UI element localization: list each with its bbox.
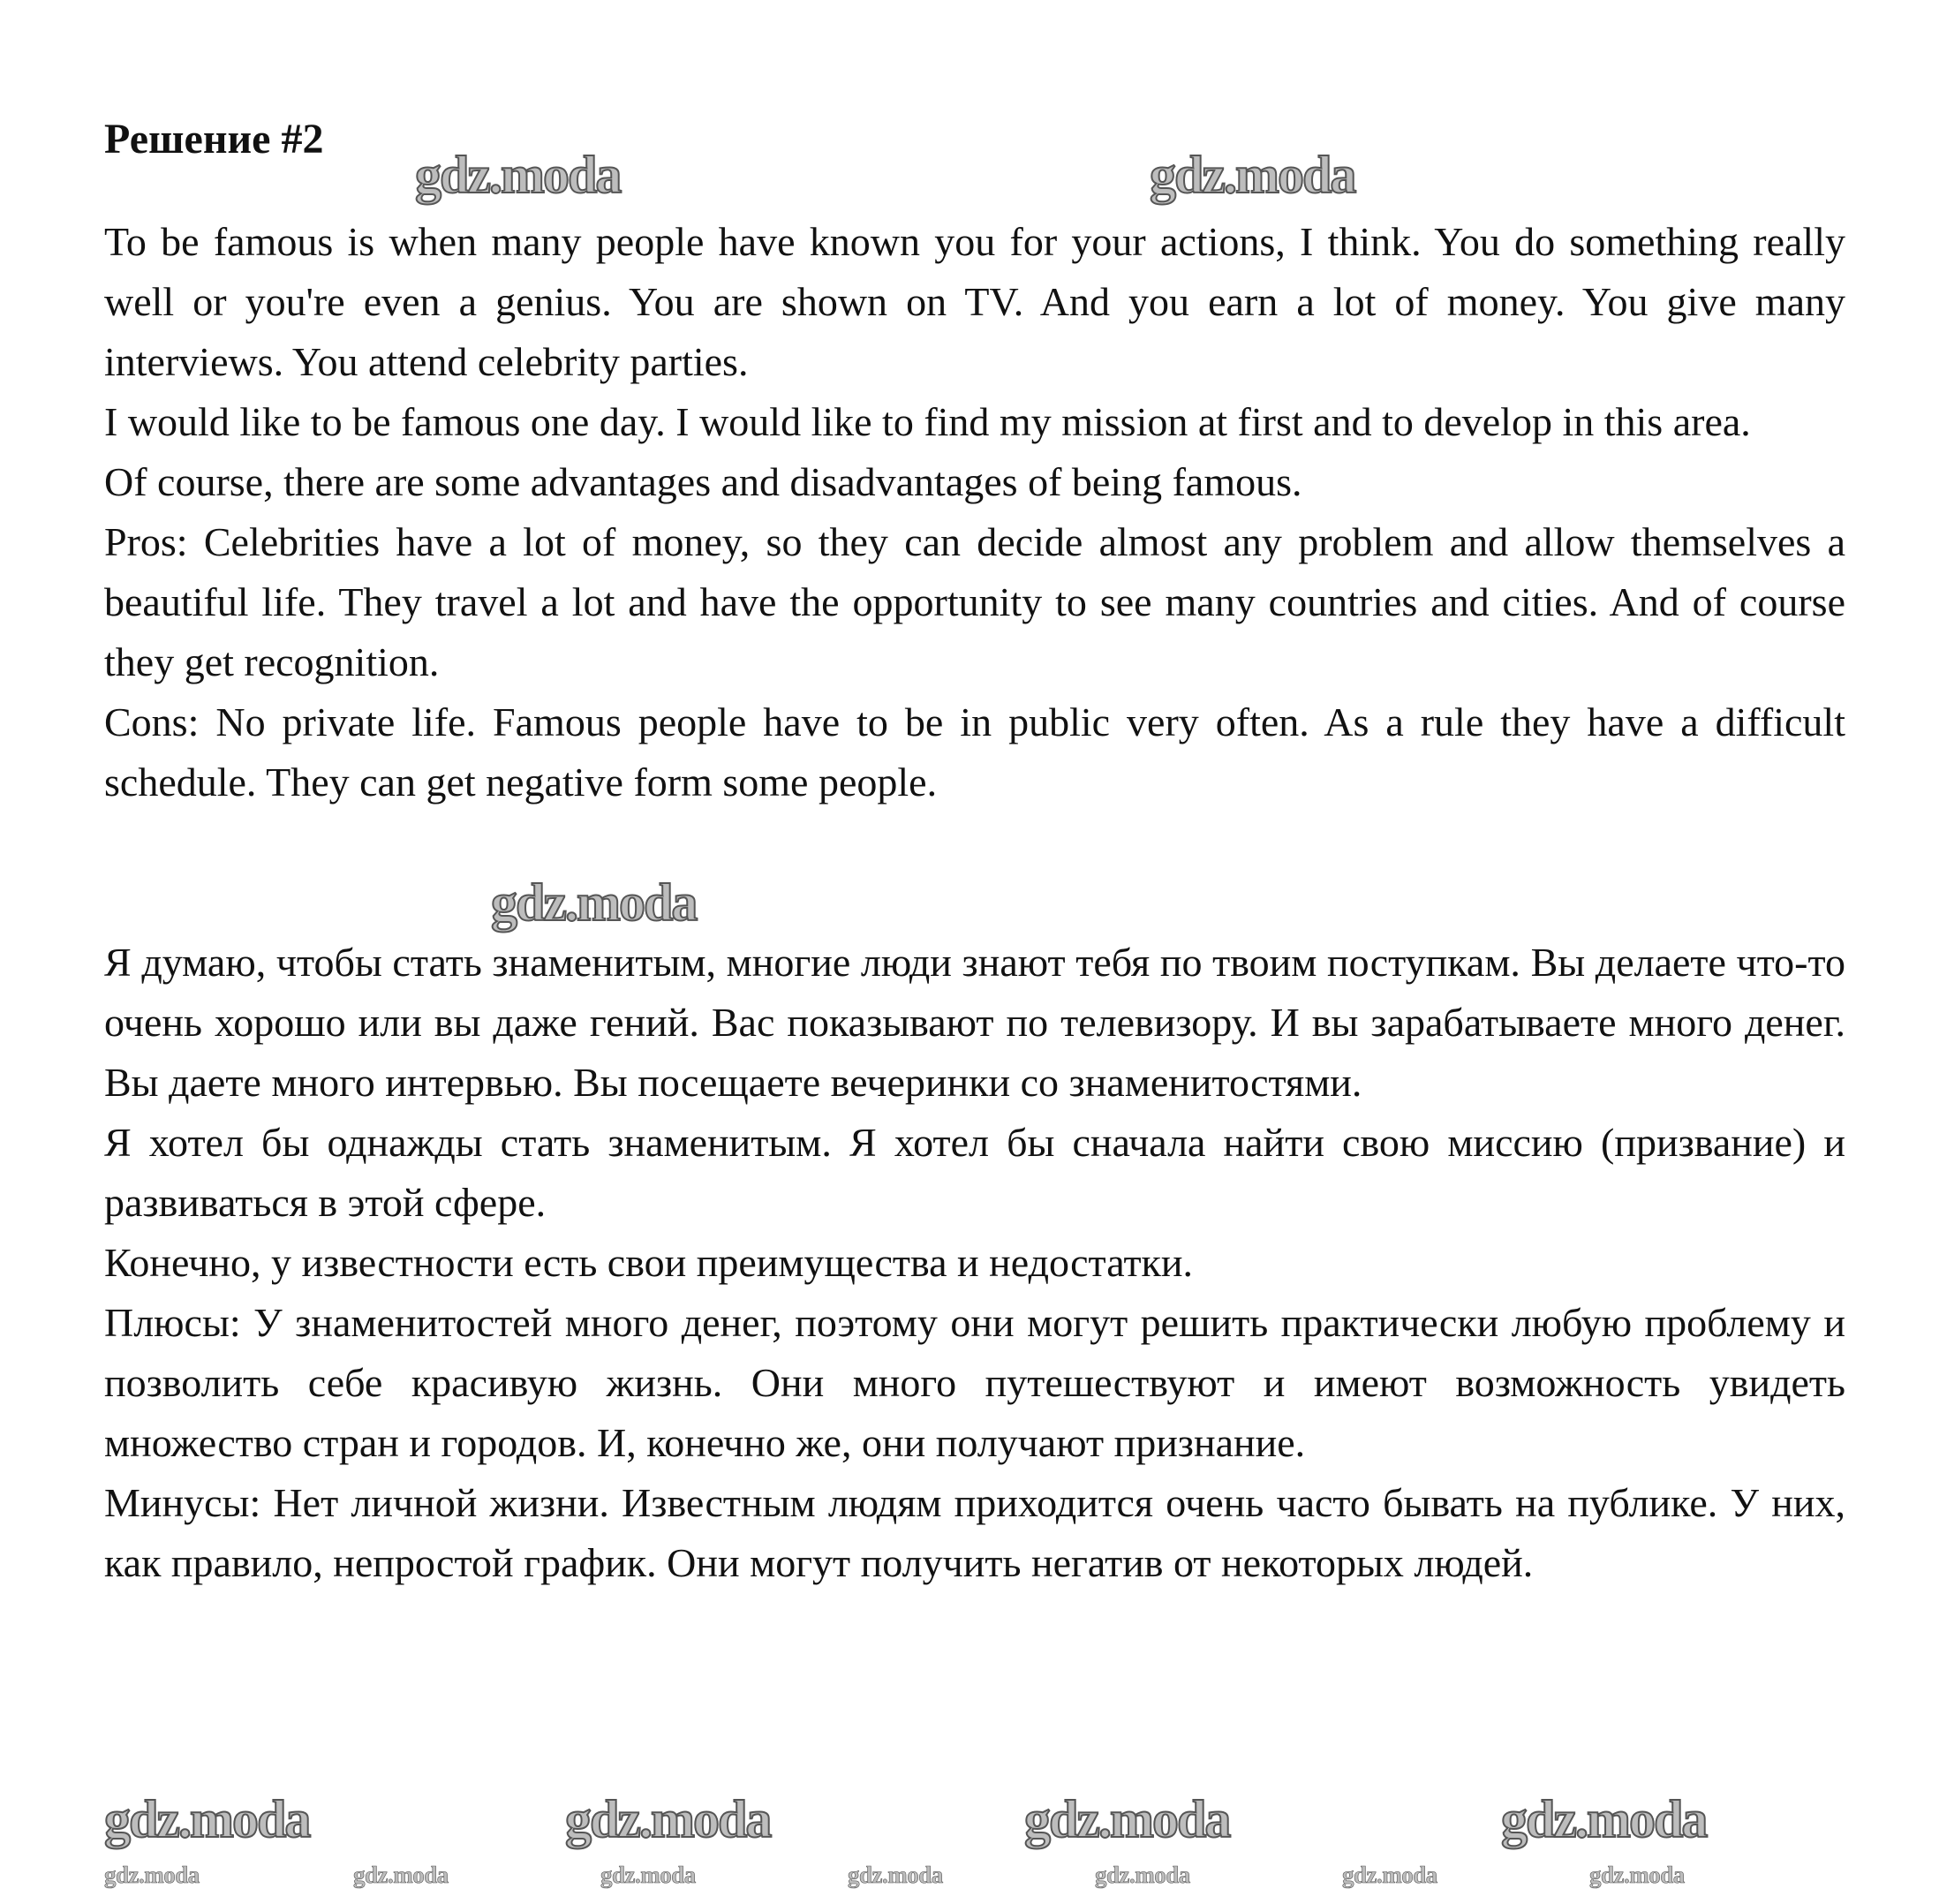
paragraph-wish-ru: Я хотел бы однажды стать знаменитым. Я хотел бы сначала найти свою миссию (призвание) и развиваться в этой сфере. (104, 1120, 1845, 1225)
watermark: gdz.moda (104, 1790, 310, 1848)
watermark: gdz.moda (565, 1790, 771, 1848)
russian-text (104, 933, 1845, 1593)
watermark: gdz.moda (1024, 1790, 1230, 1848)
paragraph-definition: To be famous is when many people have known you for your actions, I think. You do something really well or you're even a genius. You are shown on TV. And you earn a lot of money. You give many interviews. You attend celebrity parties. (104, 219, 1845, 384)
english-text (104, 212, 1845, 812)
watermark: gdz.moda (1150, 146, 1355, 204)
paragraph-intro: Of course, there are some advantages and disadvantages of being famous. (104, 459, 1302, 504)
watermark: gdz.moda (415, 146, 621, 204)
watermark: gdz.moda (1095, 1862, 1190, 1888)
watermark: gdz.moda (1342, 1862, 1437, 1888)
watermark: gdz.moda (491, 873, 697, 932)
paragraph-definition-ru: Я думаю, чтобы стать знаменитым, многие люди знают тебя по твоим поступкам. Вы делаете что-то очень хорошо или вы даже гений. Вас показывают по телевизору. И вы зарабатываете много денег. Вы даете много интервью. Вы посещаете вечеринки со знаменитостями. (104, 940, 1845, 1105)
page-title: Решение #2 (104, 116, 324, 162)
paragraph-pros-ru: Плюсы: У знаменитостей много денег, поэтому они могут решить практически любую проблему и позволить себе красивую жизнь. Они много путешествуют и имеют возможность увидеть множество стран и городов. И, конечно же, они получают признание. (104, 1300, 1845, 1465)
watermark: gdz.moda (104, 1862, 200, 1888)
watermark: gdz.moda (353, 1862, 449, 1888)
watermark: gdz.moda (600, 1862, 696, 1888)
watermark: gdz.moda (1501, 1790, 1707, 1848)
paragraph-cons-ru: Минусы: Нет личной жизни. Известным людям приходится очень часто бывать на публике. У них, как правило, непростой график. Они могут получить негатив от некоторых людей. (104, 1480, 1845, 1585)
paragraph-intro-ru: Конечно, у известности есть свои преимущества и недостатки. (104, 1240, 1194, 1285)
paragraph-cons: Cons: No private life. Famous people have to be in public very often. As a rule they have a difficult schedule. They can get negative form some people. (104, 699, 1845, 805)
paragraph-wish: I would like to be famous one day. I would like to find my mission at first and to develop in this area. (104, 399, 1751, 444)
paragraph-pros: Pros: Celebrities have a lot of money, so they can decide almost any problem and allow themselves a beautiful life. They travel a lot and have the opportunity to see many countries and cities. And of course they get recognition. (104, 519, 1845, 684)
watermark: gdz.moda (1589, 1862, 1685, 1888)
watermark: gdz.moda (848, 1862, 943, 1888)
